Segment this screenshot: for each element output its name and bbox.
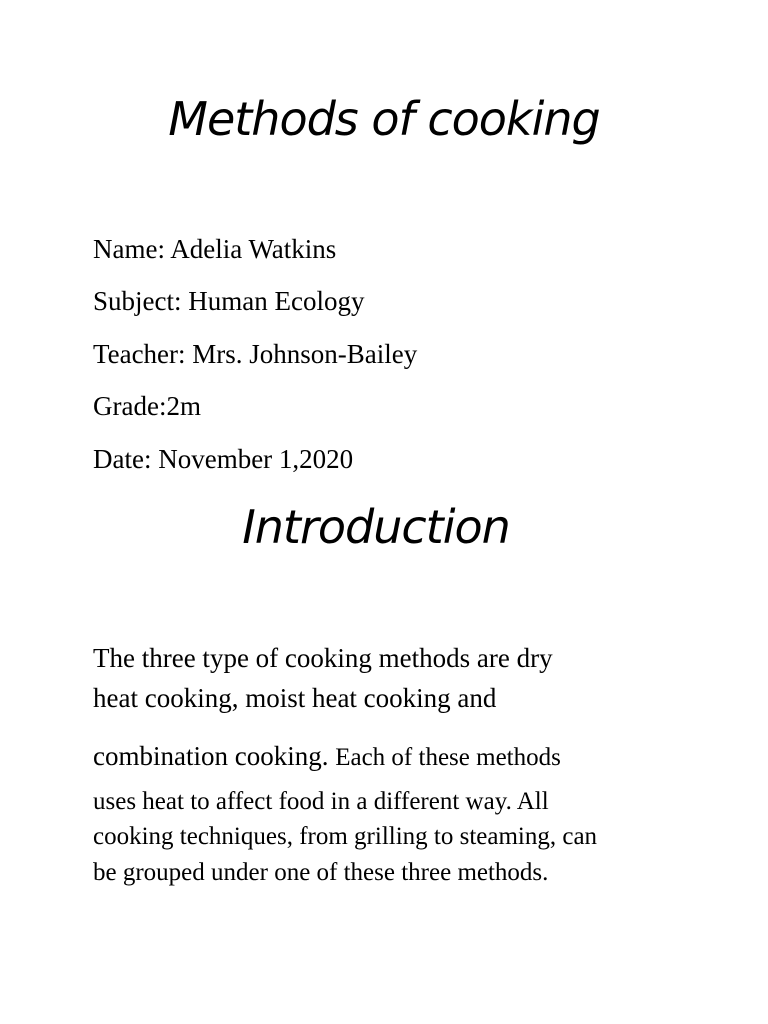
- document-title: Methods of cooking: [168, 92, 600, 146]
- paragraph-line: uses heat to affect food in a different way. All: [93, 788, 549, 815]
- paragraph-line: heat cooking, moist heat cooking and: [93, 683, 497, 713]
- subject-line: Subject: Human Ecology: [93, 286, 365, 316]
- grade-line: Grade:2m: [93, 391, 201, 421]
- introduction-heading: Introduction: [242, 500, 510, 554]
- paragraph-line: [93, 741, 561, 772]
- student-name: Name: Adelia Watkins: [93, 234, 337, 264]
- paragraph-segment: Each of these methods: [335, 744, 561, 771]
- paragraph-line: The three type of cooking methods are dry: [93, 643, 553, 673]
- paragraph-line: cooking techniques, from grilling to steaming, can: [93, 823, 598, 850]
- paragraph-segment: combination cooking.: [93, 741, 336, 771]
- date-line: Date: November 1,2020: [93, 444, 354, 474]
- paragraph-line: be grouped under one of these three methods.: [93, 859, 549, 886]
- teacher-line: Teacher: Mrs. Johnson-Bailey: [93, 339, 418, 369]
